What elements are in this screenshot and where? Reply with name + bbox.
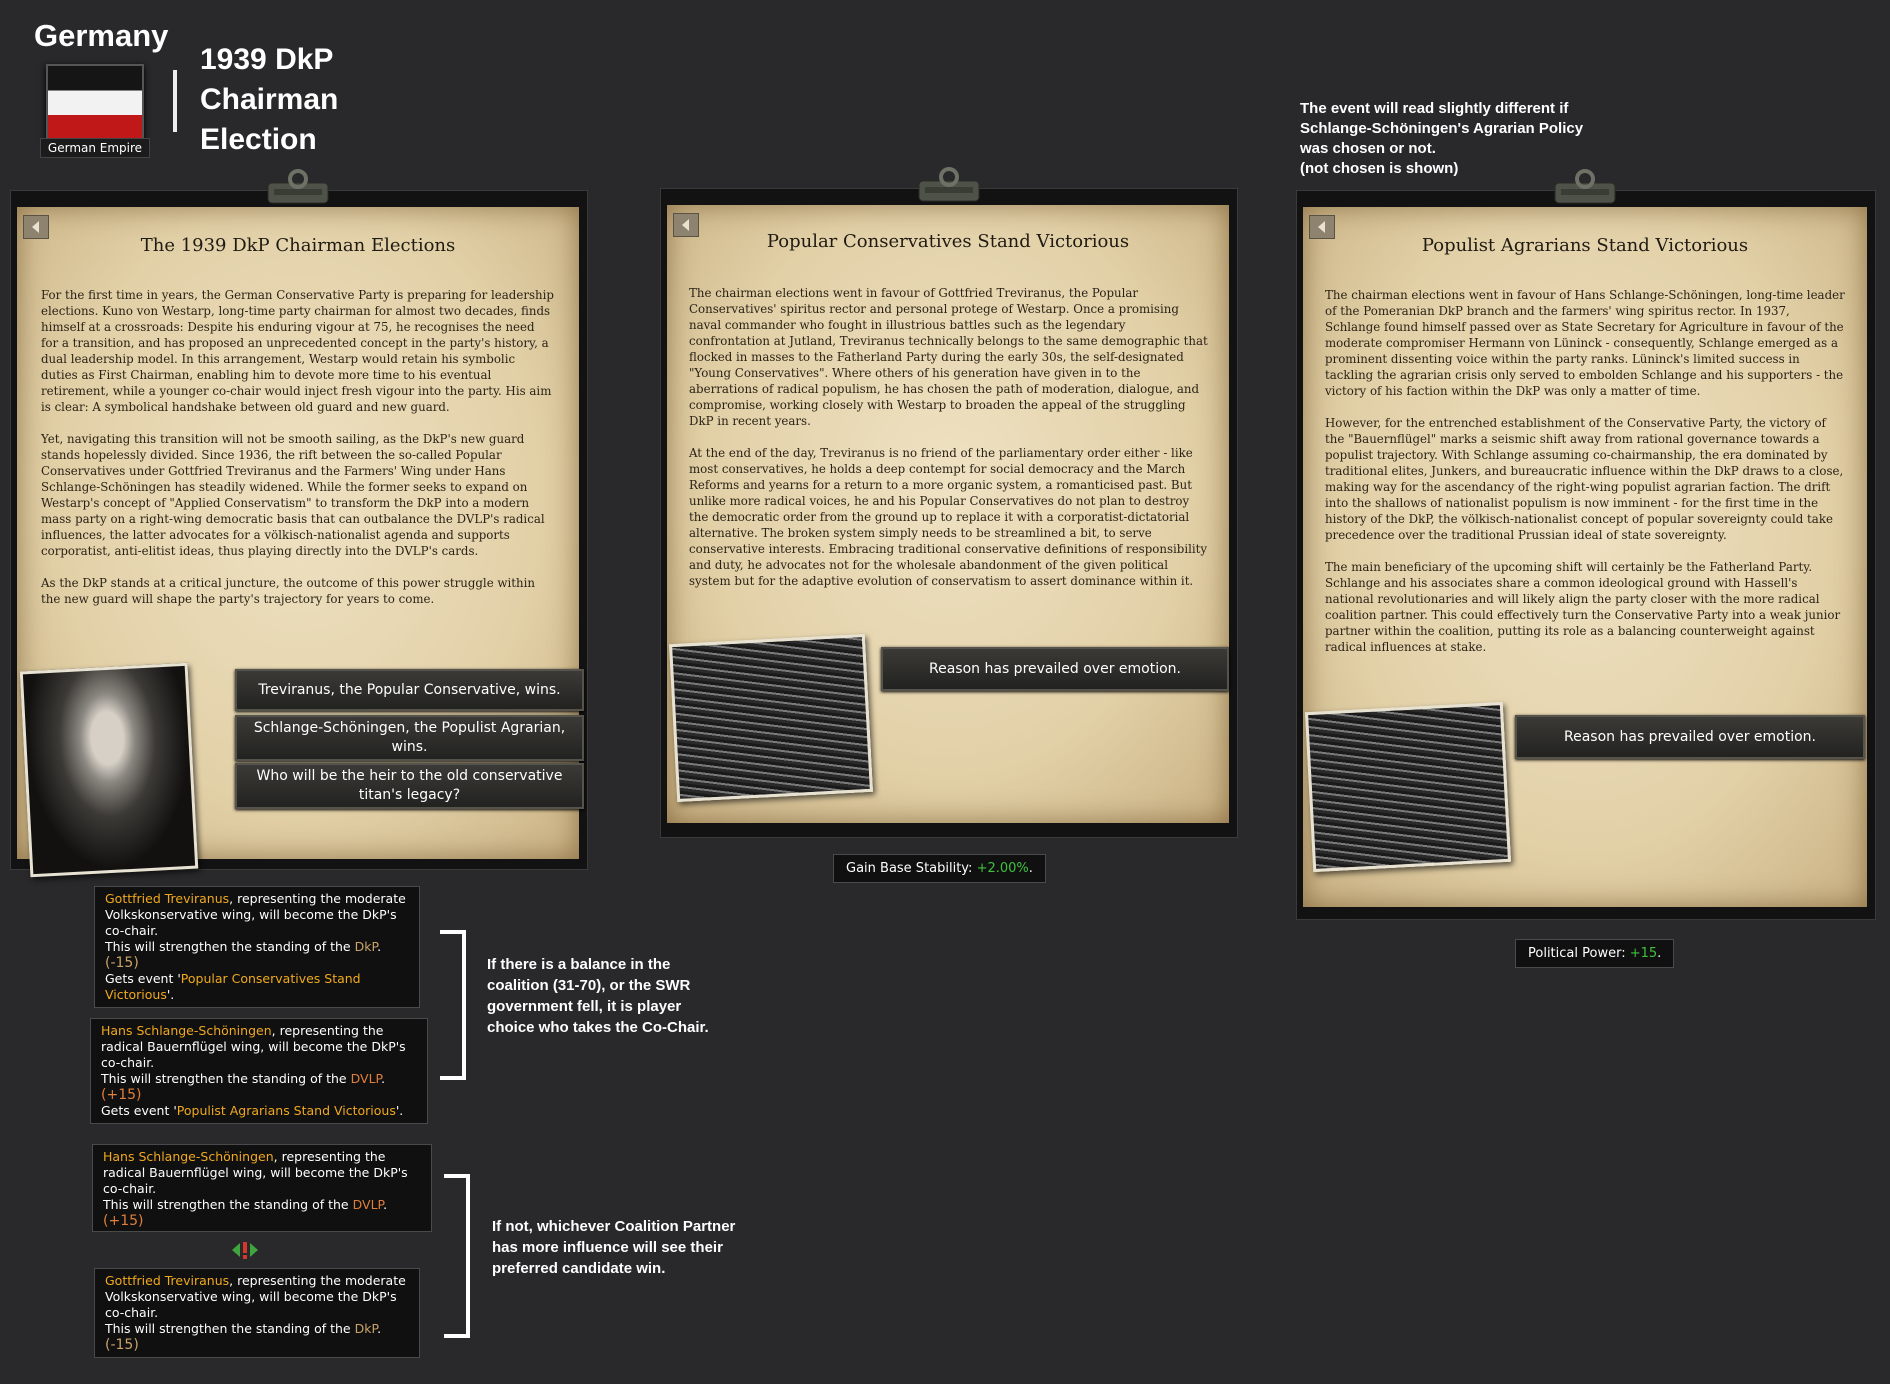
country-name: Germany	[34, 18, 169, 53]
event-paper	[1303, 207, 1867, 907]
tooltip-event-post: '.	[395, 1103, 404, 1118]
tooltip-desc: , representing the moderate Volkskonservative wing, will become the DkP's co-chair.	[105, 1273, 406, 1320]
tooltip-event-pre: Gets event '	[105, 971, 181, 986]
tooltip-desc: , representing the radical Bauernflügel wing, will become the DkP's co-chair.	[103, 1149, 408, 1196]
tooltip-dot: .	[383, 1197, 388, 1212]
stability-label: Gain Base Stability:	[846, 861, 973, 876]
page-title-line: 1939 DkP	[200, 43, 334, 76]
tooltip-strengthen: This will strengthen the standing of the	[101, 1071, 351, 1086]
candidate-name: Hans Schlange-Schöningen	[101, 1023, 272, 1038]
bracket	[440, 930, 466, 1080]
variant-note: The event will read slightly different if Schlange-Schöningen's Agrarian Policy was chosen or not. (not chosen is shown)	[1300, 100, 1584, 177]
event-title: Popular Conservatives Stand Victorious	[766, 231, 1130, 252]
party-name: DkP	[354, 939, 378, 954]
page-title-line: Chairman	[200, 83, 339, 116]
option-schlange-wins[interactable]: Schlange-Schöningen, the Populist Agrarian, wins.	[235, 715, 584, 761]
option-heir-legacy[interactable]: Who will be the heir to the old conservative titan's legacy?	[235, 763, 584, 809]
party-name: DVLP	[350, 1071, 382, 1086]
party-modifier: (+15)	[101, 1087, 142, 1103]
event-paragraph: The chairman elections went in favour of Gottfried Treviranus, the Popular Conservatives' spiritus rector and personal protege of Westarp. Once a promising naval commander who fought in illustrious battles such as the legendary confrontation at Jutland, Treviranus technically belongs to the same demographic that flocked in masses to the Fatherland Party during the early 30s, the self-designated "Young Conservatives". Where others of his generation have given in to the aberrations of radical populism, he has chosen the path of moderation, dialogue, and compromise, working closely with Westarp to broaden the appeal of the struggling DkP in recent years.	[689, 286, 1208, 428]
tooltip-dot: .	[381, 1071, 386, 1086]
tooltip-event-post: '.	[166, 987, 175, 1002]
tooltip-strengthen: This will strengthen the standing of the	[103, 1197, 353, 1212]
event-link: Popular Conservatives Stand Victorious	[105, 971, 361, 1002]
stability-value: +2.00%	[976, 861, 1029, 876]
germany-flag-icon	[46, 64, 144, 142]
pp-label: Political Power:	[1528, 946, 1626, 961]
flag-caption: German Empire	[40, 138, 150, 158]
no-balance-note: If not, whichever Coalition Partner has more influence will see their preferred candidate win.	[492, 1218, 736, 1277]
event-description	[689, 285, 1209, 605]
tooltip-strengthen: This will strengthen the standing of the	[105, 1321, 355, 1336]
event-paragraph: At the end of the day, Treviranus is no friend of the parliamentary order either - like most conservatives, he holds a deep contempt for social democracy and the March Reforms and yearns for a return to a more organic system, a romanticised past. But unlike more radical voices, he and his Popular Conservatives do not plan to destroy the democratic order from the ground up to replace it with a corporatist-dictatorial alternative. The broken system simply needs to be streamlined a bit, to serve conservative interests. Embracing traditional conservative definitions of responsibility and duty, he advocates not for the wholesale abandonment of the given political system but for the adaptive evolution of conservatism to assert dominance within it.	[689, 446, 1208, 588]
event-paper	[17, 207, 579, 859]
clipboard-clip-icon	[262, 169, 334, 205]
tooltip-treviranus-auto	[94, 1268, 420, 1358]
event-title: Populist Agrarians Stand Victorious	[1421, 235, 1749, 256]
candidate-name: Gottfried Treviranus	[105, 891, 230, 906]
tooltip-event-pre: Gets event '	[101, 1103, 177, 1118]
event-title: The 1939 DkP Chairman Elections	[140, 235, 456, 256]
event-paragraph: Yet, navigating this transition will not be smooth sailing, as the DkP's new guard stands hopelessly divided. Since 1936, the rift between the so-called Popular Conservatives under Gottfried Treviranus and the Farmers' Wing under Hans Schlange-Schöningen has steadily widened. While the former seeks to expand on Westarp's concept of "Applied Conservatism" to transform the DkP into a modern mass party on a right-wing democratic basis that can outbalance the DVLP's radical influences, the latter advocates for a völkisch-nationalist agenda and supports corporatist, anti-elitist ideas, thus playing directly into the DVLP's cards.	[41, 432, 545, 558]
stability-effect	[833, 854, 1046, 883]
event-link: Populist Agrarians Stand Victorious	[176, 1103, 396, 1118]
party-name: DVLP	[352, 1197, 384, 1212]
party-modifier: (-15)	[105, 1337, 139, 1353]
tooltip-schlange-auto	[92, 1144, 432, 1232]
page-title	[200, 40, 390, 160]
header-divider	[173, 70, 177, 132]
party-name: DkP	[354, 1321, 378, 1336]
clipboard-clip-icon	[913, 167, 985, 203]
tooltip-desc: , representing the radical Bauernflügel wing, will become the DkP's co-chair.	[101, 1023, 406, 1070]
reichstag-chamber-photo	[669, 634, 873, 802]
page-title-line: Election	[200, 123, 317, 156]
option-reason-prevailed[interactable]: Reason has prevailed over emotion.	[881, 647, 1229, 691]
event-description	[41, 287, 555, 623]
event-paragraph: For the first time in years, the German Conservative Party is preparing for leadership elections. Kuno von Westarp, long-time party chairman for almost two decades, finds himself at a crossroads: Despite his enduring vigour at 75, he recognises the need for a transition, and has proposed an unprecedented concept in the party's history, a dual leadership model. In this arrangement, Westarp would retain his symbolic duties as First Chairman, enabling him to devote more time to his eventual retirement, while a younger co-chair would inject fresh vigour into the party. His aim is clear: A symbolical handshake between old guard and new guard.	[41, 288, 554, 414]
party-modifier: (+15)	[103, 1213, 144, 1229]
tooltip-treviranus-choice	[94, 886, 420, 1008]
option-reason-prevailed[interactable]: Reason has prevailed over emotion.	[1515, 715, 1865, 759]
party-modifier: (-15)	[105, 955, 139, 971]
event-description	[1325, 287, 1847, 671]
event-paragraph: The chairman elections went in favour of Hans Schlange-Schöningen, long-time leader of the Pomeranian DkP branch and the farmers' wing spiritus rector. In 1937, Schlange found himself passed over as State Secretary for Agriculture in favour of the moderate compromiser Hermann von Lüninck - consequently, Schlange emerged as a prominent dissenting voice within the party ranks. Lüninck's limited success in tackling the agrarian crisis only served to embolden Schlange and his supporters - the victory of his faction within the DkP was only a matter of time.	[1325, 288, 1845, 398]
clipboard-clip-icon	[1549, 169, 1621, 205]
candidate-name: Gottfried Treviranus	[105, 1273, 230, 1288]
tooltip-desc: , representing the moderate Volkskonservative wing, will become the DkP's co-chair.	[105, 891, 406, 938]
tooltip-dot: .	[377, 1321, 382, 1336]
event-paragraph: The main beneficiary of the upcoming shift will certainly be the Fatherland Party. Schlange and his associates share a common ideological ground with Hassell's national revolutionaries and will likely align the party closer with the more radical coalition partner. This could effectively turn the Conservative Party into a weak junior partner within the coalition, putting its role as a balancing counterweight against radical influences at stake.	[1325, 560, 1841, 654]
pp-end: .	[1657, 946, 1662, 961]
event-window-populist-agrarians	[1296, 190, 1876, 920]
event-paragraph: However, for the entrenched establishment of the Conservative Party, the victory of the "Bauernflügel" marks a seismic shift away from rational governance towards a populist trajectory. With Schlange assuming co-chairmanship, the era dominated by traditional elites, Junkers, and bureaucratic influence within the DkP draws to a close, making way for the ascendancy of the right-wing populist agrarian faction. The drift into the shallows of nationalist populism is now imminent - for the first time in the history of the DkP, the völkisch-nationalist concept of popular sovereignty could take precedence over the traditional Prussian ideal of state sovereignty.	[1325, 416, 1844, 542]
option-treviranus-wins[interactable]: Treviranus, the Popular Conservative, wins.	[235, 669, 584, 711]
event-window-popular-conservatives	[660, 188, 1238, 838]
tooltip-strengthen: This will strengthen the standing of the	[105, 939, 355, 954]
stability-end: .	[1028, 861, 1033, 876]
balance-note: If there is a balance in the coalition (31-70), or the SWR government fell, it is player choice who takes the Co-Chair.	[487, 956, 709, 1036]
political-power-effect	[1515, 939, 1674, 968]
pp-value: +15	[1629, 946, 1658, 961]
reichstag-chamber-photo	[1305, 702, 1511, 872]
event-paper	[667, 205, 1229, 823]
candidate-name: Hans Schlange-Schöningen	[103, 1149, 274, 1164]
treviranus-portrait	[20, 663, 199, 878]
tooltip-dot: .	[377, 939, 382, 954]
event-paragraph: As the DkP stands at a critical juncture, the outcome of this power struggle within the new guard will shape the party's trajectory for years to come.	[41, 576, 536, 606]
event-window-chairman-elections	[10, 190, 588, 870]
bracket	[444, 1174, 470, 1338]
tooltip-schlange-choice	[90, 1018, 428, 1124]
swap-arrows-icon	[230, 1240, 260, 1260]
